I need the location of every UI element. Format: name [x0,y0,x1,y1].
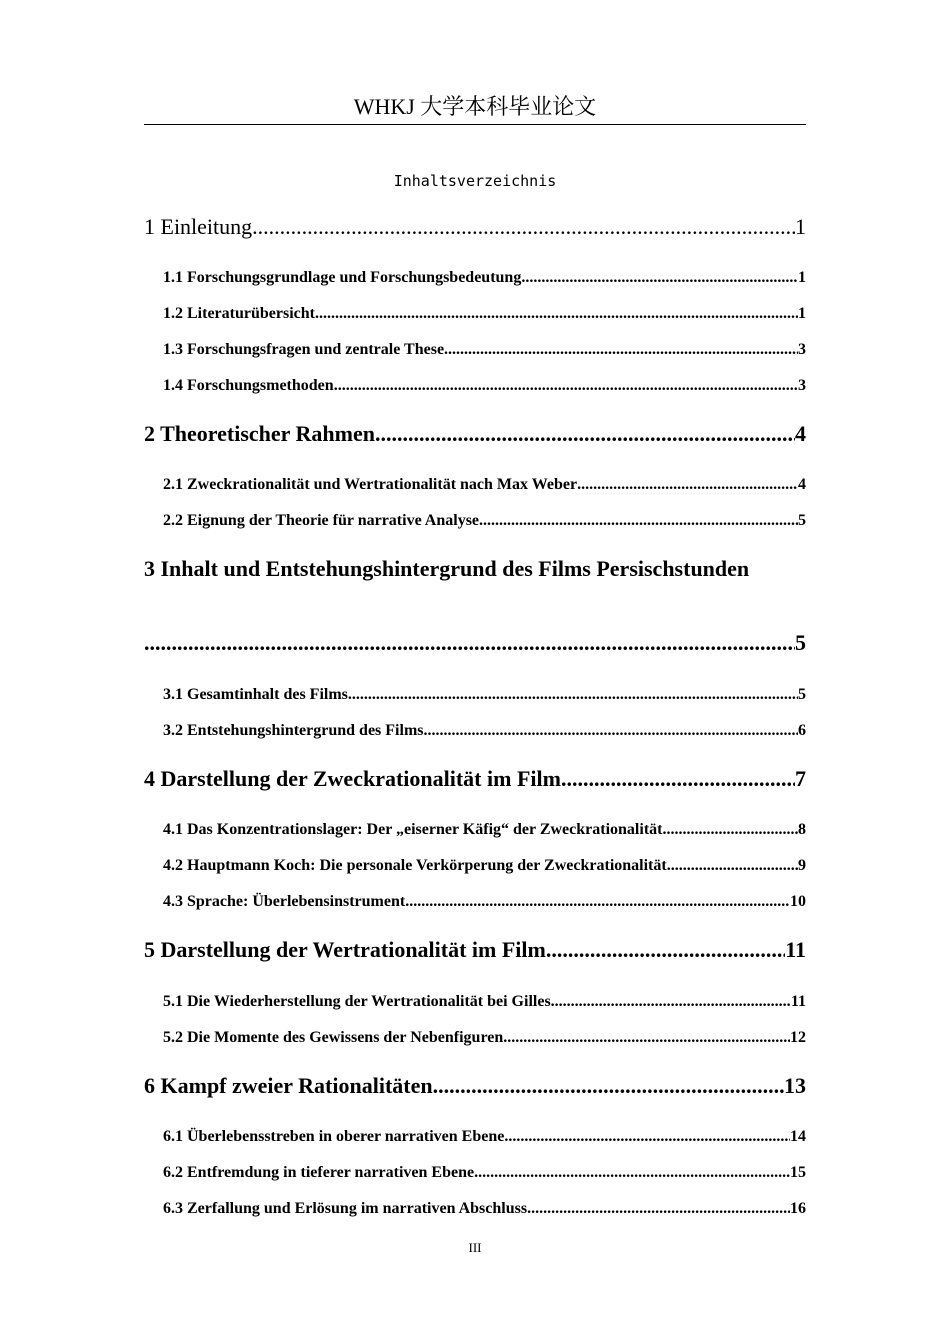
toc-entry-4[interactable] [144,766,806,792]
toc-entry-1-1[interactable] [163,269,806,287]
toc-leader [424,722,799,740]
toc-entry-4-1[interactable] [163,821,806,839]
toc-leader [334,377,798,395]
toc-leader [252,214,795,240]
toc-entry-text: 4 Darstellung der Zweckrationalität im Film [144,766,561,791]
toc-entry-text: 3 Inhalt und Entstehungshintergrund des Films Persischstunden [144,556,750,581]
toc-leader [551,993,791,1011]
toc-entry-text: 6.3 Zerfallung und Erlösung im narrativen Abschluss [163,1200,528,1217]
toc-leader [375,421,795,447]
toc-leader [577,476,798,494]
toc-entry-text: 2.1 Zweckrationalität und Wertrationalität nach Max Weber [163,476,578,493]
footer-page-number: III [468,1240,482,1255]
toc-leader [144,630,795,656]
toc-leader [479,512,798,530]
toc-entry-text: 2.2 Eignung der Theorie für narrative Analyse [163,512,480,529]
toc-page-number: 3 [798,377,806,394]
toc-entry-3-1[interactable] [163,686,806,704]
toc-leader [315,305,798,323]
toc-page-number: 4 [795,421,806,446]
toc-entry-text: 3.1 Gesamtinhalt des Films [163,686,348,703]
toc-entry-4-2[interactable] [163,857,806,875]
toc-entry-3-2[interactable] [163,722,806,740]
toc-entry-text: 1.3 Forschungsfragen und zentrale These [163,341,445,358]
toc-entry-1-4[interactable] [163,377,806,395]
toc-page-number: 5 [798,512,806,529]
page-footer [144,1240,806,1256]
toc-page-number: 8 [798,821,806,838]
toc-leader [504,1128,790,1146]
toc-entry-6[interactable] [144,1073,806,1099]
toc-page-number: 1 [798,269,806,286]
toc-page-number: 14 [790,1128,806,1145]
toc-entry-text: 5 Darstellung der Wertrationalität im Film [144,937,546,962]
toc-entry-text: 6.2 Entfremdung in tieferer narrativen Ebene [163,1164,475,1181]
toc-title: Inhaltsverzeichnis [393,172,557,190]
toc-page-number: 10 [790,893,806,910]
toc-entry-text: 1.4 Forschungsmethoden [163,377,334,394]
toc-entry-6-3[interactable] [163,1200,806,1218]
toc-leader [405,893,790,911]
toc-page-number: 7 [795,766,806,791]
toc-entry-3-continuation[interactable] [144,630,806,656]
toc-leader [503,1029,790,1047]
toc-page-number: 1 [795,214,806,239]
toc-leader [348,686,798,704]
toc-entry-text: 4.3 Sprache: Überlebensinstrument [163,893,406,910]
toc-entry-text: 1.2 Literaturübersicht [163,305,315,322]
toc-entry-2-1[interactable] [163,476,806,494]
toc-entry-text: 6.1 Überlebensstreben in oberer narrativen Ebene [163,1128,505,1145]
toc-page-number: 16 [790,1200,806,1217]
toc-entry-5[interactable] [144,937,806,963]
toc-leader [433,1073,784,1099]
toc-page-number: 12 [790,1029,806,1046]
toc-page-number: 4 [798,476,806,493]
toc-entry-5-1[interactable] [163,993,806,1011]
toc-entry-1-3[interactable] [163,341,806,359]
toc-entry-text: 4.2 Hauptmann Koch: Die personale Verkörperung der Zweckrationalität [163,857,667,874]
toc-entry-text: 5.2 Die Momente des Gewissens der Nebenfiguren [163,1029,504,1046]
toc-entry-4-3[interactable] [163,893,806,911]
toc-entry-1[interactable] [144,214,806,240]
toc-entry-text: 1 Einleitung [144,214,253,239]
toc-entry-text: 3.2 Entstehungshintergrund des Films [163,722,424,739]
toc-page-number: 6 [798,722,806,739]
toc-page-number: 11 [790,993,806,1010]
toc-leader [444,341,798,359]
header-title: WHKJ 大学本科毕业论文 [353,94,597,119]
toc-page-number: 5 [798,686,806,703]
toc-entry-1-2[interactable] [163,305,806,323]
toc-page-number: 13 [784,1073,806,1098]
toc-page-number: 5 [795,630,806,655]
toc-page-number: 3 [798,341,806,358]
toc-page-number: 9 [798,857,806,874]
toc-entry-text: 1.1 Forschungsgrundlage und Forschungsbedeutung [163,269,522,286]
toc-entry-3[interactable] [144,556,806,582]
toc-leader [546,937,785,963]
toc-leader [474,1164,790,1182]
toc-entry-2-2[interactable] [163,512,806,530]
toc-entry-text: 5.1 Die Wiederherstellung der Wertrationalität bei Gilles [163,993,551,1010]
toc-page-number: 11 [785,937,806,962]
toc-entry-6-1[interactable] [163,1128,806,1146]
toc-page-number: 15 [790,1164,806,1181]
toc-entry-text: 2 Theoretischer Rahmen [144,421,375,446]
toc-page-number: 1 [798,305,806,322]
toc-entry-6-2[interactable] [163,1164,806,1182]
toc-leader [667,857,798,875]
toc-leader [561,766,795,792]
toc-entry-text: 6 Kampf zweier Rationalitäten [144,1073,433,1098]
toc-leader [527,1200,790,1218]
toc-entry-text: 4.1 Das Konzentrationslager: Der „eiserner Käfig“ der Zweckrationalität [163,821,663,838]
toc-entry-2[interactable] [144,421,806,447]
toc-leader [521,269,798,287]
toc-leader [662,821,798,839]
toc-entry-5-2[interactable] [163,1029,806,1047]
